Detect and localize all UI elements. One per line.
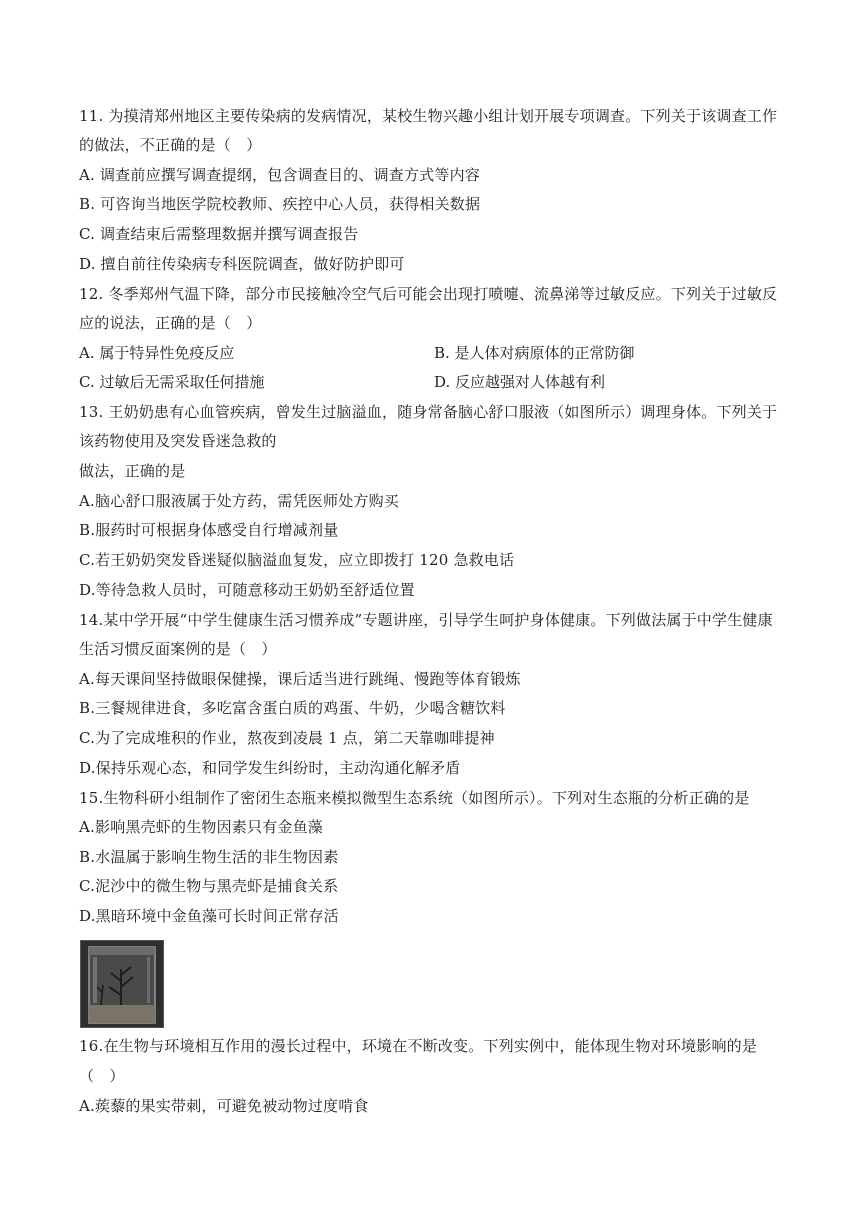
q13-option-c: C.若王奶奶突发昏迷疑似脑溢血复发，应立即拨打 120 急救电话	[79, 551, 515, 569]
q16-stem-line1: 16.在生物与环境相互作用的漫长过程中，环境在不断改变。下列实例中，能体现生物对环境影响的是	[79, 1037, 758, 1055]
q12-stem-line2: 应的说法，正确的是（ ）	[79, 314, 262, 332]
ecobottle-photo	[80, 940, 164, 1028]
q12-option-c: C. 过敏后无需采取任何措施	[79, 373, 265, 391]
q15-option-d: D.黑暗环境中金鱼藻可长时间正常存活	[79, 907, 339, 925]
q11-option-c: C. 调查结束后需整理数据并撰写调查报告	[79, 225, 359, 243]
q16-stem-line2: （ ）	[79, 1067, 125, 1085]
q14-option-c: C.为了完成堆积的作业，熬夜到凌晨 1 点，第二天靠咖啡提神	[79, 729, 495, 747]
q12-option-a: A. 属于特异性免疫反应	[79, 344, 235, 362]
q11-option-b: B. 可咨询当地医学院校教师、疾控中心人员，获得相关数据	[79, 195, 481, 213]
q13-stem-line2: 该药物使用及突发昏迷急救的	[79, 432, 277, 450]
q13-option-b: B.服药时可根据身体感受自行增减剂量	[79, 521, 339, 539]
q11-stem-line1: 11. 为摸清郑州地区主要传染病的发病情况，某校生物兴趣小组计划开展专项调查。下列关于该调查工作	[79, 107, 778, 125]
ecobottle-illustration	[81, 941, 163, 1027]
q14-option-a: A.每天课间坚持做眼保健操，课后适当进行跳绳、慢跑等体育锻炼	[79, 670, 521, 688]
q13-option-d: D.等待急救人员时，可随意移动王奶奶至舒适位置	[79, 581, 415, 599]
q13-stem-line1: 13. 王奶奶患有心血管疾病，曾发生过脑溢血，随身常备脑心舒口服液（如图所示）调理身体。下列关于	[79, 403, 778, 421]
q15-option-c: C.泥沙中的微生物与黑壳虾是捕食关系	[79, 877, 339, 895]
q14-option-d: D.保持乐观心态，和同学发生纠纷时，主动沟通化解矛盾	[79, 759, 461, 777]
q14-stem-line1: 14.某中学开展“中学生健康生活习惯养成”专题讲座，引导学生呵护身体健康。下列做法属于中学生健康	[79, 611, 773, 629]
q12-option-d: D. 反应越强对人体越有利	[434, 373, 606, 391]
q11-option-d: D. 擅自前往传染病专科医院调查，做好防护即可	[79, 255, 405, 273]
q11-stem-line2: 的做法，不正确的是（ ）	[79, 136, 262, 154]
q14-stem-line2: 生活习惯反面案例的是（ ）	[79, 640, 277, 658]
q13-option-a: A.脑心舒口服液属于处方药，需凭医师处方购买	[79, 492, 400, 510]
q13-stem-line3: 做法，正确的是	[79, 462, 186, 480]
q11-option-a: A. 调查前应撰写调查提纲，包含调查目的、调查方式等内容	[79, 166, 480, 184]
q15-option-b: B.水温属于影响生物生活的非生物因素	[79, 848, 339, 866]
q15-stem-line1: 15.生物科研小组制作了密闭生态瓶来模拟微型生态系统（如图所示）。下列对生态瓶的分析正确的是	[79, 789, 750, 807]
q15-option-a: A.影响黑壳虾的生物因素只有金鱼藻	[79, 818, 324, 836]
q12-option-b: B. 是人体对病原体的正常防御	[434, 344, 635, 362]
q16-option-a: A.蒺藜的果实带刺，可避免被动物过度啃食	[79, 1097, 369, 1115]
q12-stem-line1: 12. 冬季郑州气温下降，部分市民接触冷空气后可能会出现打喷嚏、流鼻涕等过敏反应。下列关于过敏反	[79, 285, 778, 303]
q14-option-b: B.三餐规律进食，多吃富含蛋白质的鸡蛋、牛奶，少喝含糖饮料	[79, 699, 506, 717]
